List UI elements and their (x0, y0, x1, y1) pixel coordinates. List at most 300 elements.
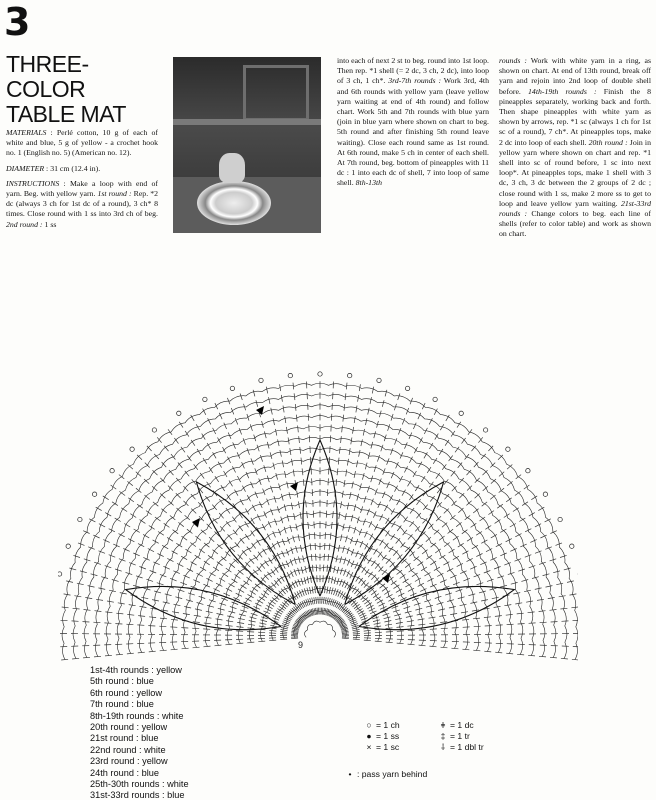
instructions-text: Work with white yarn in a ring, as shown on chart. At end of 13th round, break off yarn and rejoin into 2nd loop of double shell before. (499, 56, 651, 96)
chart-stitch (468, 429, 472, 435)
chart-stitch (302, 468, 303, 475)
chart-stitch (250, 617, 257, 619)
chart-stitch (350, 492, 352, 499)
chart-stitch (293, 470, 294, 477)
chart-stitch (249, 621, 256, 623)
chart-stitch (146, 579, 153, 581)
picot-chain (66, 544, 70, 548)
chart-stitch (255, 603, 261, 606)
key-sc-label: = 1 sc (376, 742, 399, 752)
chart-stitch (312, 565, 313, 572)
chart-stitch (506, 653, 513, 654)
instructions-paragraph-2 (337, 56, 489, 189)
chart-stitch (495, 652, 502, 653)
chart-stitch (404, 466, 407, 472)
chart-stitch (219, 603, 226, 605)
chart-stitch (416, 513, 420, 518)
chart-stitch (232, 602, 239, 605)
chart-stitch (88, 586, 95, 588)
chart-stitch (252, 543, 256, 549)
chart-stitch (345, 393, 346, 400)
chart-stitch (74, 596, 81, 597)
chart-stitch (282, 563, 285, 569)
chart-stitch (329, 576, 330, 583)
chart-stitch (239, 428, 242, 434)
chart-stitch (255, 584, 260, 588)
chart-stitch (269, 397, 271, 404)
chart-stitch (264, 511, 267, 517)
chart-stitch (225, 630, 232, 631)
chart-stitch (395, 618, 402, 620)
chart-stitch (236, 643, 243, 644)
chart-stitch (528, 655, 535, 656)
chart-stitch (427, 611, 434, 613)
chart-stitch (83, 657, 90, 658)
chart-stitch (378, 552, 382, 558)
diameter-paragraph: DIAMETER : 31 cm (12.4 in). (6, 164, 158, 174)
chart-stitch (237, 627, 244, 628)
chart-stitch (292, 608, 297, 613)
chart-stitch (382, 492, 385, 498)
chart-stitch (340, 557, 342, 564)
chart-stitch (277, 541, 280, 547)
chart-stitch (316, 597, 317, 604)
chart-stitch (484, 651, 491, 652)
picot-chain (570, 544, 574, 548)
chart-stitch (359, 450, 361, 457)
chart-stitch (529, 566, 536, 568)
chart-stitch (224, 423, 227, 429)
chart-stitch (157, 583, 164, 585)
chart-stitch (105, 566, 112, 568)
chart-stitch (271, 408, 273, 415)
chart-stitch (346, 536, 348, 543)
chart-stitch (341, 534, 342, 541)
chart-stitch (550, 559, 557, 561)
chart-stitch (212, 505, 216, 510)
chart-stitch (473, 650, 480, 651)
chart-stitch (139, 567, 146, 570)
chart-stitch (380, 584, 385, 588)
chart-stitch (303, 479, 304, 486)
chart-stitch (354, 416, 355, 423)
chart-stitch (494, 567, 501, 570)
chart-stitch (215, 624, 222, 625)
chart-stitch (163, 566, 169, 569)
chart-stitch (445, 593, 452, 595)
chart-stitch (325, 586, 326, 593)
chart-stitch (550, 531, 556, 534)
chart-stitch (226, 521, 230, 526)
chart-stitch (350, 572, 353, 578)
chart-stitch (384, 543, 388, 549)
chart-stitch (395, 438, 397, 444)
chart-stitch (535, 588, 542, 590)
chart-stitch (287, 482, 289, 489)
chart-stitch (83, 531, 89, 534)
chart-stitch (408, 588, 414, 591)
chart-stitch (354, 527, 356, 534)
color-row: 5th round : blue (90, 676, 189, 687)
chart-stitch (476, 554, 482, 557)
chart-stitch (353, 639, 360, 640)
chart-stitch (550, 657, 557, 658)
chart-stitch (414, 603, 421, 605)
chart-stitch (418, 462, 422, 468)
chart-stitch (409, 568, 415, 572)
chart-stitch (526, 601, 533, 602)
chart-stitch (273, 618, 280, 621)
chart-stitch (364, 496, 366, 503)
text-column-3 (499, 56, 651, 245)
chart-stitch (61, 659, 68, 660)
chart-stitch (379, 603, 385, 606)
chart-stitch (394, 614, 401, 616)
chart-stitch (282, 461, 283, 468)
chart-stitch (136, 576, 143, 578)
chart-stitch (346, 470, 347, 477)
chart-stitch (342, 633, 349, 634)
chart-stitch (225, 644, 232, 645)
chart-stitch (193, 622, 200, 623)
chart-stitch (232, 579, 238, 583)
color-table (90, 665, 189, 802)
chart-stitch (237, 622, 244, 623)
chart-stitch (267, 476, 269, 483)
chart-stitch (465, 454, 469, 459)
chart-stitch (182, 648, 189, 649)
chart-stitch (415, 608, 422, 610)
chart-stitch (342, 580, 345, 586)
chart-stitch (291, 633, 298, 634)
chart-stitch (340, 579, 343, 585)
chart-stitch (251, 458, 254, 464)
chart-stitch (128, 539, 134, 542)
chart-stitch (462, 551, 468, 554)
chart-stitch (495, 616, 502, 617)
chart-stitch (311, 554, 312, 561)
pattern-title (6, 52, 156, 127)
chart-stitch (226, 588, 232, 591)
chart-stitch (300, 512, 301, 519)
chart-stitch (232, 466, 235, 472)
pass-yarn-label: : pass yarn behind (357, 769, 427, 779)
chart-stitch (379, 479, 382, 485)
instructions-text: 1 ss (43, 220, 57, 229)
chart-stitch (290, 525, 292, 532)
chart-stitch (279, 484, 281, 491)
chart-stitch (330, 533, 331, 540)
chart-stitch (346, 383, 347, 390)
chart-stitch (226, 621, 233, 622)
key-dc-label: = 1 dc (450, 720, 474, 730)
chart-stitch (256, 400, 258, 407)
chart-stitch (556, 543, 563, 546)
picot-chain (377, 378, 381, 382)
chart-stitch (281, 628, 288, 630)
chart-stitch (269, 640, 276, 641)
chart-stitch (218, 462, 222, 468)
chart-stitch (572, 659, 578, 660)
chart-stitch (289, 492, 291, 499)
chart-stitch (360, 484, 362, 491)
chart-stitch (298, 557, 300, 564)
chart-stitch (336, 589, 339, 595)
chart-stitch (215, 403, 218, 409)
chart-stitch (171, 454, 175, 459)
chart-stitch (567, 581, 574, 583)
pass-yarn-note (343, 769, 427, 780)
chart-stitch (257, 445, 259, 452)
chart-stitch (294, 569, 297, 575)
title-line-2: COLOR (6, 77, 156, 102)
chart-stitch (264, 465, 266, 472)
chart-stitch (553, 571, 560, 573)
chart-stitch (72, 658, 79, 659)
color-row: 24th round : blue (90, 768, 189, 779)
chart-stitch (238, 589, 244, 593)
color-row: 6th round : yellow (90, 688, 189, 699)
chart-stitch (126, 624, 133, 625)
chart-stitch (258, 552, 262, 558)
chart-stitch (93, 622, 100, 623)
chart-stitch (361, 439, 363, 446)
picot-chain (483, 428, 487, 432)
chart-stitch (373, 620, 380, 622)
chart-stitch (161, 610, 168, 611)
color-row: 21st round : blue (90, 733, 189, 744)
chart-stitch (383, 613, 390, 615)
color-row: 22nd round : white (90, 745, 189, 756)
chart-stitch (467, 486, 472, 491)
chart-stitch (258, 632, 265, 633)
chart-stitch (370, 611, 376, 614)
chart-stitch (66, 581, 73, 583)
chart-stitch (329, 543, 330, 550)
chart-stitch (158, 554, 164, 557)
instructions-text: Make a loop with end of yarn. Beg. with yellow yarn. (6, 179, 158, 198)
chart-stitch (112, 580, 119, 582)
chart-stitch (284, 504, 286, 511)
picot-chain (288, 373, 292, 377)
chart-stitch (406, 616, 413, 618)
color-row: 25th-30th rounds : white (90, 779, 189, 790)
chart-stitch (78, 543, 85, 546)
chart-stitch (298, 426, 299, 433)
chart-stitch (477, 583, 484, 585)
chart-stitch (307, 588, 309, 595)
chart-stitch (215, 645, 222, 646)
chart-stitch (339, 447, 340, 454)
diameter-label: DIAMETER (6, 164, 44, 173)
chart-stitch (347, 503, 348, 510)
chart-stitch (373, 511, 376, 517)
chart-stitch (69, 568, 76, 570)
title-line-1: THREE- (6, 52, 156, 77)
chart-stitch (271, 486, 273, 493)
chart-stitch (133, 585, 140, 587)
chart-stitch (449, 549, 455, 553)
chart-stitch (429, 418, 432, 424)
chart-stitch (490, 588, 497, 590)
chart-stitch (293, 383, 294, 390)
instructions-text: into each of next 2 st to beg. round into 1st loop. Then rep. *1 shell (= 2 dc, 3 ch, 2 dc), into loop of 3 ch, 1 ch*. (337, 56, 489, 85)
chart-stitch (248, 628, 255, 629)
chart-stitch (204, 543, 209, 547)
chart-stitch (160, 650, 167, 651)
instructions-label: INSTRUCTIONS (6, 179, 59, 188)
chart-stitch (233, 442, 236, 448)
chart-stitch (298, 534, 299, 541)
chart-stitch (349, 448, 350, 455)
chart-stitch (347, 547, 349, 554)
chart-stitch (343, 415, 344, 422)
chart-stitch (227, 616, 234, 618)
chart-stitch (138, 544, 144, 547)
chart-stitch (98, 588, 105, 590)
chart-stitch (481, 600, 488, 601)
chart-stitch (323, 597, 324, 604)
chart-stitch (398, 428, 401, 434)
chart-stitch (449, 607, 456, 609)
chart-stitch (439, 449, 443, 455)
chart-stitch (291, 638, 298, 639)
chart-stitch (368, 408, 370, 415)
chart-stitch (402, 602, 409, 605)
chart-stitch (309, 533, 310, 540)
chart-stitch (208, 418, 211, 424)
chart-stitch (500, 585, 507, 587)
chart-stitch (334, 501, 335, 508)
chart-round (304, 621, 335, 637)
chart-stitch (414, 447, 417, 453)
chart-stitch (292, 459, 293, 466)
chart-stitch (175, 597, 182, 599)
chart-stitch (408, 630, 415, 631)
chart-stitch (430, 646, 437, 647)
chart-stitch (273, 418, 274, 425)
chart-stitch (84, 559, 91, 561)
chart-stitch (281, 494, 283, 501)
chart-stitch (517, 613, 524, 614)
chart-stitch (247, 495, 250, 501)
chart-stitch (407, 625, 414, 626)
chart-stitch (298, 501, 299, 508)
chart-stitch (374, 431, 376, 438)
chart-stitch (396, 622, 403, 623)
instructions-text: Rep. *2 dc (always 3 ch for 1st dc of a round), 3 ch* 8 times. Close round with 1 ss into 3rd ch of beg. (6, 189, 158, 218)
chart-stitch (398, 394, 400, 401)
chart-stitch (355, 563, 358, 569)
chart-stitch (548, 598, 555, 599)
chart-stitch (537, 599, 544, 600)
key-tr (436, 731, 484, 742)
picot-chain (92, 492, 96, 496)
chart-stitch (179, 422, 183, 428)
picot-chain (130, 447, 134, 451)
chart-stitch (204, 623, 211, 624)
chart-stitch (391, 448, 394, 454)
chart-stitch (138, 616, 145, 617)
chart-stitch (342, 426, 343, 433)
chart-stitch (515, 559, 522, 562)
chart-stitch (254, 435, 256, 442)
chart-stitch (362, 473, 364, 480)
chart-stitch (77, 583, 84, 585)
chart-stitch (473, 618, 480, 619)
chart-stitch (274, 615, 280, 618)
chart-stitch (490, 463, 495, 468)
color-row: 1st-4th rounds : yellow (90, 665, 189, 676)
chart-stitch (294, 393, 295, 400)
chart-stitch (218, 608, 225, 610)
chart-stitch (356, 551, 359, 557)
pineapple-motif (345, 482, 444, 605)
chart-stitch (251, 613, 258, 615)
chart-stitch (145, 463, 150, 468)
chart-stitch (371, 499, 374, 506)
chart-stitch (355, 539, 358, 545)
chart-stitch (543, 574, 550, 576)
chart-stitch (103, 540, 109, 543)
chart-stitch (172, 612, 179, 613)
chart-stitch (255, 492, 258, 498)
symbol-key-right (436, 720, 484, 753)
table-mat-photo (173, 57, 321, 233)
chart-stitch (348, 525, 350, 532)
chart-stitch (360, 541, 363, 547)
chart-stitch (105, 612, 112, 613)
chart-stitch (490, 557, 496, 560)
chart-stitch (310, 543, 311, 550)
color-row: 20th round : yellow (90, 722, 189, 733)
chart-stitch (204, 646, 211, 647)
chart-stitch (418, 583, 424, 586)
chart-stitch (340, 568, 342, 575)
chart-stitch (149, 651, 156, 652)
chart-stitch (257, 514, 260, 520)
chart-start-mark: 9 (298, 640, 303, 650)
chart-stitch (504, 563, 511, 566)
chart-stitch (172, 551, 178, 554)
chart-stitch (513, 593, 520, 594)
chart-stitch (371, 476, 373, 483)
chart-stitch (291, 547, 293, 554)
chart-stitch (352, 482, 354, 489)
chart-stitch (421, 567, 427, 571)
chart-stitch (62, 607, 69, 608)
chart-stitch (413, 471, 416, 477)
chart-stitch (284, 527, 286, 534)
chart-stitch (451, 648, 458, 649)
chart-stitch (134, 529, 140, 532)
chart-stitch (559, 596, 566, 597)
chart-stitch (267, 605, 273, 608)
chart-stitch (431, 543, 436, 547)
chart-stitch (397, 643, 404, 644)
chart-stitch (363, 429, 364, 436)
chart-stitch (261, 594, 267, 598)
chart-stitch (140, 606, 147, 607)
chart-stitch (365, 569, 369, 575)
chart-stitch (410, 521, 414, 526)
materials-text: Perlé cotton, 10 g of each of white and blue, 5 g of yellow - a crochet hook no. 1 (English no. 5) (American no. 12). (6, 128, 158, 157)
chart-stitch (494, 606, 501, 607)
chart-stitch (506, 539, 512, 542)
double-crochet-icon: ǂ (436, 720, 450, 731)
chart-stitch (302, 589, 305, 595)
chart-stitch (197, 449, 201, 455)
